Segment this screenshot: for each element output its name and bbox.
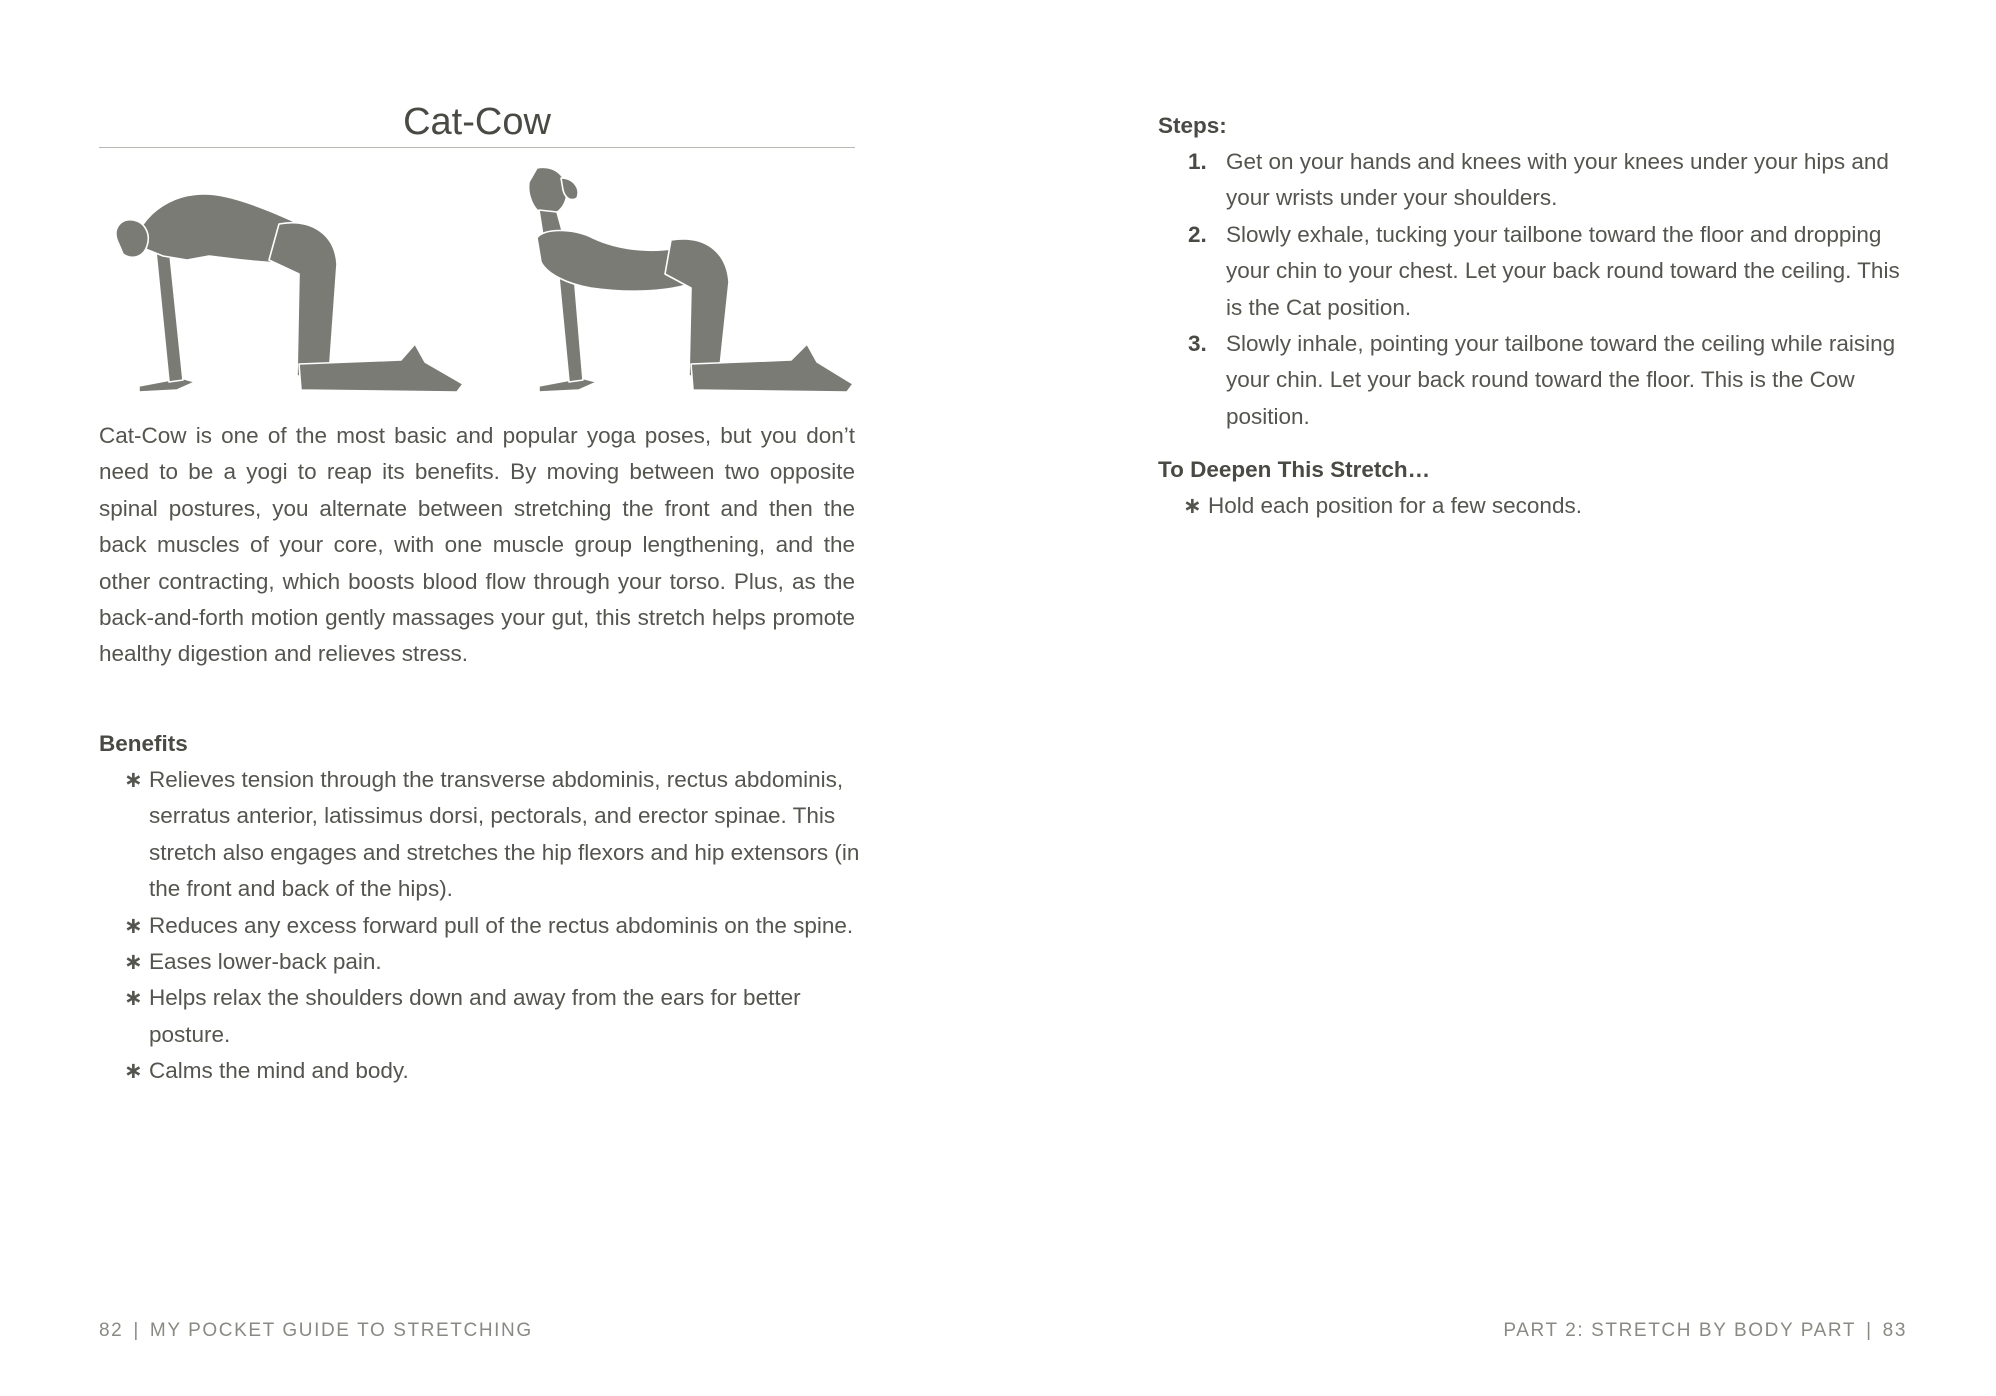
right-page <box>1158 0 1918 1396</box>
asterisk-bullet-icon: ∗ <box>124 767 143 792</box>
benefit-text: Calms the mind and body. <box>149 1058 409 1084</box>
footer-separator: | <box>133 1320 140 1341</box>
step-text: Slowly exhale, tucking your tailbone toward the floor and dropping your chin to your chest. Let your back round toward the ceiling. This is the Cat position. <box>1226 221 1900 320</box>
right-page-footer <box>1503 1318 1907 1344</box>
step-number: 2. <box>1188 221 1207 247</box>
list-item <box>124 944 864 980</box>
benefit-text: Eases lower-back pain. <box>149 949 382 975</box>
list-item <box>124 980 864 1053</box>
deepen-heading: To Deepen This Stretch… <box>1158 457 1431 482</box>
part-title: PART 2: STRETCH BY BODY PART <box>1503 1320 1857 1341</box>
benefits-heading: Benefits <box>99 731 188 756</box>
asterisk-bullet-icon: ∗ <box>124 985 143 1011</box>
list-item <box>124 762 864 908</box>
asterisk-bullet-icon: ∗ <box>124 949 143 975</box>
asterisk-bullet-icon: ∗ <box>124 1058 143 1084</box>
cow-pose-figure <box>529 167 853 392</box>
list-item <box>1183 488 1923 524</box>
benefit-text: Helps relax the shoulders down and away from the ears for better posture. <box>149 985 801 1047</box>
left-page-number: 82 <box>99 1320 124 1341</box>
steps-list <box>1188 144 1918 435</box>
steps-heading: Steps: <box>1158 113 1227 138</box>
cat-cow-illustration <box>103 164 855 404</box>
list-item <box>1188 144 1918 217</box>
deepen-text: Hold each position for a few seconds. <box>1208 493 1582 518</box>
book-title: MY POCKET GUIDE TO STRETCHING <box>149 1320 533 1341</box>
step-number: 1. <box>1188 149 1207 174</box>
left-page <box>99 0 860 1396</box>
cat-pose-figure <box>116 194 463 392</box>
step-text: Slowly inhale, pointing your tailbone toward the ceiling while raising your chin. Let your back round toward the floor. This is the Cow position. <box>1226 331 1896 429</box>
asterisk-bullet-icon: ∗ <box>1183 493 1202 518</box>
footer-separator: | <box>1866 1320 1873 1341</box>
intro-paragraph: Cat-Cow is one of the most basic and popular yoga poses, but you don’t need to be a yogi to reap its benefits. By moving between two opposite spinal postures, you alternate between stretching the front and then the back muscles of your core, with one muscle group lengthening, and the other contracting, which boosts blood flow through your torso. Plus, as the back-and-forth motion gently massages your gut, this stretch helps promote healthy digestion and relieves stress. <box>99 423 855 667</box>
benefit-text: Reduces any excess forward pull of the rectus abdominis on the spine. <box>149 912 854 938</box>
right-page-number: 83 <box>1882 1320 1907 1341</box>
list-item <box>1188 326 1918 435</box>
left-page-footer <box>99 1318 533 1344</box>
list-item <box>124 908 864 944</box>
step-number: 3. <box>1188 331 1207 357</box>
step-text: Get on your hands and knees with your knees under your hips and your wrists under your shoulders. <box>1226 149 1889 211</box>
title-divider <box>99 147 855 148</box>
benefit-text: Relieves tension through the transverse abdominis, rectus abdominis, serratus anterior, latissimus dorsi, pectorals, and erector spinae. This stretch also engages and stretches the hip flexors and hip extensors (in the front and back of the hips). <box>149 767 860 902</box>
list-item <box>124 1053 864 1089</box>
page-title: Cat-Cow <box>403 101 551 143</box>
deepen-list <box>1183 488 1923 524</box>
asterisk-bullet-icon: ∗ <box>124 912 143 938</box>
benefits-list <box>124 762 864 1090</box>
list-item <box>1188 217 1918 326</box>
